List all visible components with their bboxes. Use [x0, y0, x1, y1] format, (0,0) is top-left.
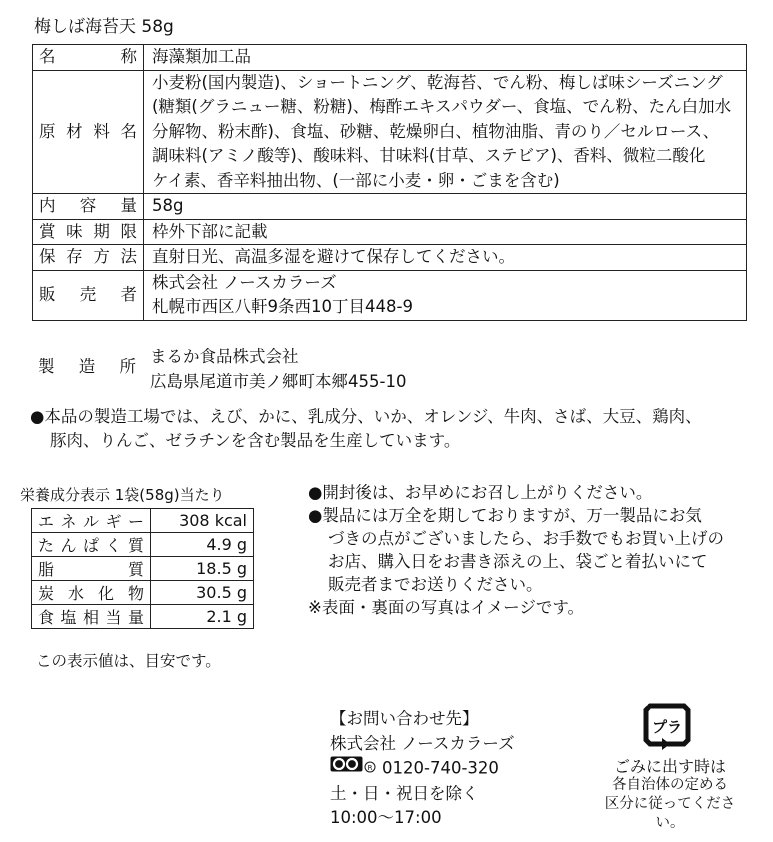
nutrient-value: 2.1 g — [151, 605, 254, 629]
notes-block — [308, 481, 758, 619]
contact-days: 土・日・祝日を除く — [330, 783, 479, 803]
storage-label: 保存方法 — [39, 247, 137, 266]
contact-hours: 10:00〜17:00 — [330, 808, 442, 827]
recycle-line: 各自治体の定める — [612, 777, 728, 793]
nutrient-value: 30.5 g — [151, 581, 254, 605]
nutrient-value: 18.5 g — [151, 557, 254, 581]
table-row — [32, 581, 254, 605]
nutrient-name: 食塩相当量 — [38, 608, 144, 627]
nutrient-value: 4.9 g — [151, 533, 254, 557]
contact-company: 株式会社 ノースカラーズ — [330, 733, 515, 753]
defect-note-line: 販売者までお送りください。 — [328, 575, 543, 594]
name-label: 名 称 — [39, 47, 137, 66]
content-label: 内容量 — [39, 196, 137, 215]
defect-note-line: お店、購入日をお書き添えの上、袋ごと着払いにて — [328, 552, 708, 571]
free-dial-icon — [330, 756, 378, 782]
nutrient-name: たんぱく質 — [38, 536, 144, 555]
recycle-mark — [640, 700, 694, 754]
expiry-value: 枠外下部に記載 — [144, 219, 747, 245]
ingredients-label: 原材料名 — [39, 121, 137, 141]
svg-text:R: R — [367, 764, 373, 772]
allergy-note — [30, 405, 750, 453]
storage-value: 直射日光、高温多湿を避けて保存してください。 — [144, 245, 747, 271]
seller-value — [144, 270, 747, 320]
product-title: 梅しば海苔天 58g — [34, 17, 174, 37]
product-spec-table — [32, 44, 747, 321]
spec-row-expiry — [33, 219, 747, 245]
recycle-line: ごみに出す時は — [613, 757, 726, 776]
ingredients-line: (糖類(グラニュー糖、粉糖)、梅酢エキスパウダー、食塩、でん粉、たん白加水 — [152, 97, 732, 116]
table-row — [32, 557, 254, 581]
spec-row-content — [33, 194, 747, 220]
table-row — [32, 605, 254, 629]
contact-block — [330, 707, 515, 831]
allergy-line: ●本品の製造工場では、えび、かに、乳成分、いか、オレンジ、牛肉、さば、大豆、鶏肉、 — [30, 407, 702, 426]
defect-note-line: ●製品には万全を期しておりますが、万一製品にお気 — [308, 506, 702, 525]
ingredients-line: 調味料(アミノ酸等)、酸味料、甘味料(甘草、ステビア)、香料、微粒二酸化 — [152, 146, 706, 165]
contact-phone: 0120-740-320 — [382, 758, 499, 778]
spec-row-seller — [33, 270, 747, 320]
nutrition-title: 栄養成分表示 1袋(58g)当たり — [20, 486, 225, 504]
recycle-line: 区分に従ってください。 — [604, 796, 736, 831]
photo-note: ※表面・裏面の写真はイメージです。 — [308, 598, 585, 617]
spec-row-name — [33, 45, 747, 71]
plastic-recycle-icon — [640, 700, 694, 750]
manufacturer-address: 広島県尾道市美ノ郷町本郷455-10 — [150, 371, 407, 391]
ingredients-line: ケイ素、香辛料抽出物、(一部に小麦・卵・ごまを含む) — [152, 170, 560, 190]
seller-label: 販売者 — [39, 284, 137, 304]
ingredients-line: 分解物、粉末酢)、食塩、砂糖、乾燥卵白、植物油脂、青のり／セルロース、 — [152, 121, 720, 141]
nutrient-name: 脂質 — [38, 560, 144, 579]
recycle-mark-text: プラ — [651, 718, 683, 736]
defect-note-line: づきの点がございましたら、お手数でもお買い上げの — [328, 529, 724, 548]
name-value: 海藻類加工品 — [144, 45, 747, 71]
content-value: 58g — [144, 194, 747, 220]
seller-name: 株式会社 ノースカラーズ — [152, 272, 337, 292]
nutrient-name: 炭水化物 — [38, 584, 144, 603]
seller-address: 札幌市西区八軒9条西10丁目448-9 — [152, 297, 413, 316]
spec-row-ingredients — [33, 70, 747, 194]
ingredients-line: 小麦粉(国内製造)、ショートニング、乾海苔、でん粉、梅しば味シーズニング — [152, 72, 723, 92]
nutrition-note: この表示値は、目安です。 — [36, 652, 221, 670]
nutrient-name: エネルギー — [38, 512, 144, 531]
allergy-line: 豚肉、りんご、ゼラチンを含む製品を生産しています。 — [50, 431, 461, 450]
open-note: ●開封後は、お早めにお召し上がりください。 — [308, 483, 653, 502]
spec-row-storage — [33, 245, 747, 271]
ingredients-value — [144, 70, 747, 194]
manufacturer-name: まるか食品株式会社 — [150, 347, 299, 366]
table-row — [32, 509, 254, 533]
contact-heading: 【お問い合わせ先】 — [330, 709, 479, 728]
manufacturer-label: 製造所 — [38, 357, 136, 376]
table-row — [32, 533, 254, 557]
expiry-label: 賞味期限 — [39, 221, 137, 241]
nutrition-table — [31, 508, 254, 629]
recycle-instructions — [592, 757, 748, 833]
nutrient-value: 308 kcal — [151, 509, 254, 533]
